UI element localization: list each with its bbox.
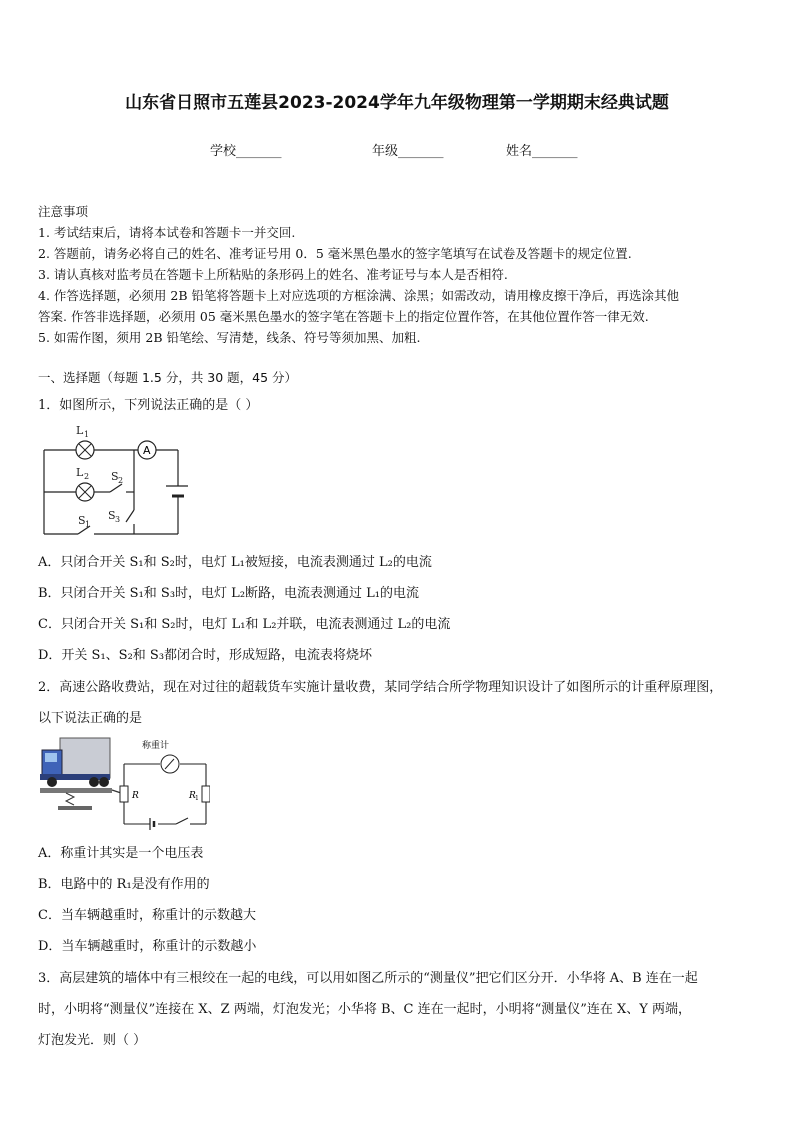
label-l2: L bbox=[76, 466, 84, 479]
svg-text:2: 2 bbox=[84, 472, 90, 481]
meter-icon bbox=[161, 755, 179, 773]
name-field: 姓名_______ bbox=[506, 144, 578, 159]
meter-label: 称重计 bbox=[142, 741, 170, 751]
lamp-l2-icon bbox=[76, 483, 94, 501]
notice-item-1: 1. 考试结束后，请将本试卷和答题卡一并交回. bbox=[38, 225, 296, 240]
q2-scale-diagram bbox=[38, 734, 210, 834]
scale-base bbox=[58, 806, 92, 810]
q1-option-d: D．开关 S₁、S₂和 S₃都闭合时，形成短路，电流表将烧坏 bbox=[38, 648, 373, 663]
grade-field: 年级_______ bbox=[372, 144, 444, 159]
label-r: R bbox=[132, 791, 139, 801]
q2-option-b: B．电路中的 R₁是没有作用的 bbox=[38, 877, 210, 892]
scale-platform bbox=[40, 788, 112, 793]
q1-option-a: A．只闭合开关 S₁和 S₂时，电灯 L₁被短接，电流表测通过 L₂的电流 bbox=[38, 555, 432, 570]
truck-icon bbox=[40, 738, 110, 787]
school-field: 学校_______ bbox=[210, 144, 282, 159]
lamp-l1-icon bbox=[76, 441, 94, 459]
resistor-r1 bbox=[202, 786, 210, 802]
ammeter-icon bbox=[138, 441, 156, 459]
label-s1: S bbox=[78, 514, 86, 527]
notice-item-4-cont: 答案. 作答非选择题，必须用 05 毫米黑色墨水的签字笔在答题卡上的指定位置作答，在其他位置作答一律无效. bbox=[38, 309, 649, 324]
q2-option-a: A．称重计其实是一个电压表 bbox=[38, 846, 204, 861]
label-s3: S bbox=[108, 509, 116, 522]
q1-stem: 1．如图所示，下列说法正确的是（ ） bbox=[38, 398, 259, 413]
notice-item-3: 3. 请认真核对监考员在答题卡上所粘贴的条形码上的姓名、准考证号与本人是否相符. bbox=[38, 267, 508, 282]
svg-text:2: 2 bbox=[118, 476, 124, 485]
page-title: 山东省日照市五莲县2023-2024学年九年级物理第一学期期末经典试题 bbox=[125, 93, 669, 113]
spring-icon bbox=[66, 793, 74, 805]
q1-option-c: C．只闭合开关 S₁和 S₂时，电灯 L₁和 L₂并联，电流表测通过 L₂的电流 bbox=[38, 617, 451, 632]
label-s2: S bbox=[111, 470, 119, 483]
svg-text:1: 1 bbox=[195, 795, 199, 802]
q2-stem-line1: 2．高速公路收费站，现在对过往的超载货车实施计量收费，某同学结合所学物理知识设计了如图所示的计重秤原理图， bbox=[38, 680, 723, 695]
svg-text:1: 1 bbox=[85, 520, 91, 529]
resistor-r bbox=[120, 786, 128, 802]
q3-line2: 时，小明将“测量仪”连接在 X、Z 两端，灯泡发光；小华将 B、C 连在一起时，小明将“测量仪”连在 X、Y 两端， bbox=[38, 1002, 692, 1017]
label-l1: L bbox=[76, 424, 84, 437]
q3-line1: 3．高层建筑的墙体中有三根绞在一起的电线，可以用如图乙所示的“测量仪”把它们区分开．小华将 A、B 连在一起 bbox=[38, 971, 698, 986]
notice-heading: 注意事项 bbox=[38, 204, 89, 219]
notice-item-4: 4. 作答选择题，必须用 2B 铅笔将答题卡上对应选项的方框涂满、涂黑；如需改动，请用橡皮擦干净后，再选涂其他 bbox=[38, 288, 679, 303]
section-heading: 一、选择题（每题 1.5 分，共 30 题，45 分） bbox=[38, 370, 298, 385]
q2-option-c: C．当车辆越重时，称重计的示数越大 bbox=[38, 908, 256, 923]
notice-item-2: 2. 答题前，请务必将自己的姓名、准考证号用 0．5 毫米黑色墨水的签字笔填写在试卷及答题卡的规定位置. bbox=[38, 246, 632, 261]
svg-text:A: A bbox=[143, 444, 151, 457]
q2-option-d: D．当车辆越重时，称重计的示数越小 bbox=[38, 939, 257, 954]
q1-circuit-diagram bbox=[38, 420, 188, 542]
q1-option-b: B．只闭合开关 S₁和 S₃时，电灯 L₂断路，电流表测通过 L₁的电流 bbox=[38, 586, 420, 601]
label-r1: R bbox=[189, 791, 196, 801]
svg-text:1: 1 bbox=[84, 430, 90, 439]
notice-item-5: 5. 如需作图，须用 2B 铅笔绘、写清楚，线条、符号等须加黑、加粗. bbox=[38, 330, 421, 345]
q3-line3: 灯泡发光．则（ ） bbox=[38, 1033, 147, 1048]
svg-text:3: 3 bbox=[115, 515, 121, 524]
q2-stem-line2: 以下说法正确的是 bbox=[38, 711, 143, 726]
